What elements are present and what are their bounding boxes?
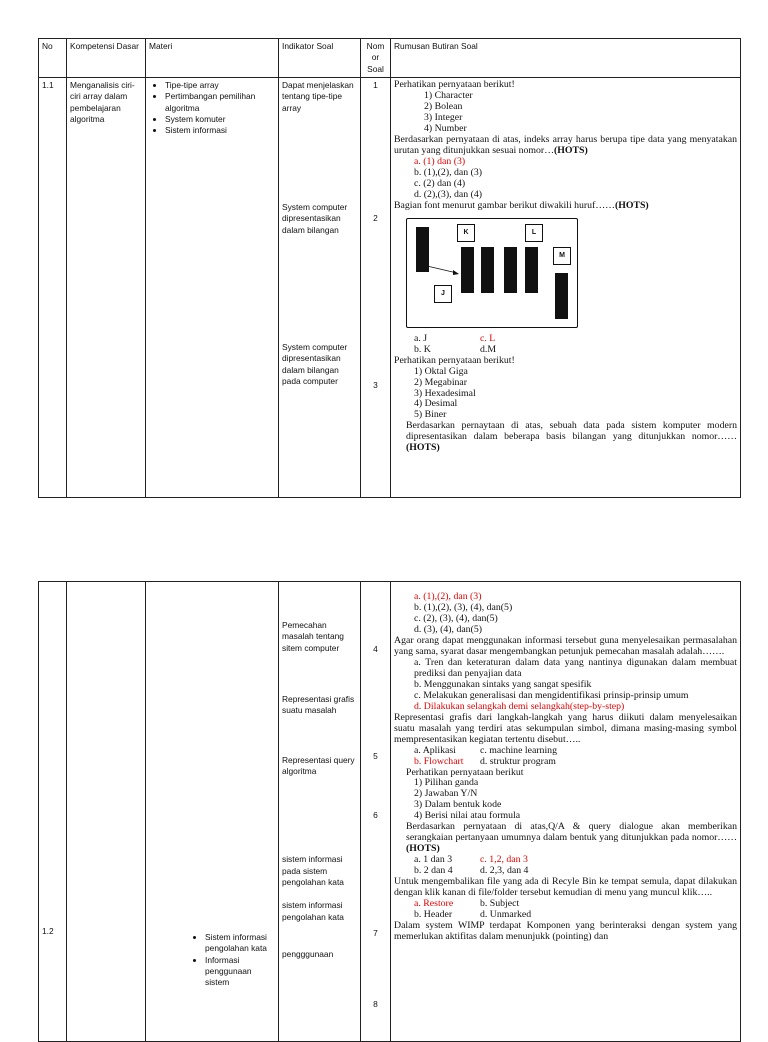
q3-option-d: d. (3), (4), dan(5) [414,623,483,635]
header-nomor: Nom or Soal [361,39,391,78]
font-figure [406,218,578,328]
q3-options [394,592,737,636]
row-nomor [361,582,391,1042]
q3-option-a-answer: a. (1),(2), dan (3) [414,591,482,602]
nomor-8: 8 [373,999,378,1010]
list-item: 4) Berisi nilai atau formula [414,810,521,822]
row-no [39,582,67,1042]
nomor-1: 1 [373,80,378,91]
q5-option-c: c. machine learning [480,744,557,756]
list-item: 2) Jawaban Y/N [414,788,478,800]
list-item: • Tipe-tipe array [165,80,275,91]
row-kompetensi: Menganalisis ciri-ciri array dalam pembelajaran algoritma [67,78,146,498]
figure-label-k: K [457,224,475,242]
q5-option-d: d. struktur program [480,755,556,767]
figure-label-l: L [525,224,543,242]
nomor-6: 6 [373,809,378,820]
list-item: 3) Hexadesimal [414,387,476,399]
list-item: 3) Integer [424,111,463,123]
nomor-7: 7 [373,928,378,939]
q2-stem: Bagian font menurut gambar berikut diwakili huruf……(HOTS) [394,199,649,211]
q6-stem: Berdasarkan pernyataan di atas,Q/A & query dialogue akan memberikan serangkaian pertanyaan umumnya dalam bentuk yang ditunjukkan pada nomor……(HOTS) [406,821,737,855]
q2-option-c-answer: c. L [480,332,496,344]
figure-label-m: M [553,247,571,265]
indikator-6: Representasi query algoritma [282,754,355,777]
q4-option-b: b. Menggunakan sintaks yang sangat spesifik [414,678,592,690]
q7-option-d: d. Unmarked [480,909,532,921]
nomor-3: 3 [373,379,378,390]
q1-options [394,157,737,201]
indikator-2: System computer dipresentasikan dalam bilangan [282,202,348,235]
q6-option-a: a. 1 dan 3 [414,854,453,866]
q8-stem: Dalam system WIMP terdapat Komponen yang berinteraksi dengan system yang memerlukan aktifitas dalam menunjukk (pointing) dan [394,920,737,943]
q2-option-d: d.M [480,343,497,355]
figure-bar [555,273,568,319]
q1-option-b: b. (1),(2), dan (3) [414,166,483,178]
row-no-value: 1.2 [42,926,54,936]
row-materi [146,582,279,1042]
q3-option-b: b. (1),(2), (3), (4), dan(5) [414,601,513,613]
figure-bar [481,247,494,293]
row-rumusan [391,582,741,1042]
list-item: • System komuter [165,114,275,125]
indikator-4: Pemecahan masalah tentang sitem computer [282,620,344,653]
table-row [39,78,741,498]
q7-option-b: b. Header [414,909,453,921]
hots-tag: (HOTS) [614,199,649,211]
list-item: 1) Pilihan ganda [414,777,479,789]
q1-stem: Berdasarkan pernyataan di atas, indeks array harus berupa tipe data yang menyatakan urutan yang ditunjukkan sesuai nomor…(HOTS) [394,133,737,156]
list-item: • Sistem informasi [165,125,275,136]
row-no: 1.1 [39,78,67,498]
q5-stem: Representasi grafis dari langkah-langkah yang harus diikuti dalam menyelesaikan suatu masalah yang terdiri atas sekumpulan simbol, dimana masing-masing symbol mempresentasikan kegiatan tertentu disebut….. [394,711,737,745]
question-table-1 [38,38,741,498]
q1-list [394,91,737,135]
list-item: 1) Character [424,90,473,101]
hots-tag: (HOTS) [554,144,588,156]
list-item: 2) Megabinar [414,376,468,388]
list-item: 5) Biner [414,409,447,421]
figure-bar [525,247,538,293]
q6-option-d: d. 2,3, dan 4 [480,865,529,877]
hots-tag: (HOTS) [406,843,440,855]
q1-option-a-answer: a. (1) dan (3) [414,155,466,167]
list-item: 4) Number [424,122,467,134]
q3-option-c: c. (2), (3), (4), dan(5) [414,612,498,624]
row-indikator [279,582,361,1042]
q4-stem: Agar orang dapat menggunakan informasi tersebut guna menyelesaikan permasalahan yang sama, syarat dasar mengembangkan petunjuk pemecahan masalah adalah……. [394,634,737,657]
q7-option-c: b. Subject [480,898,520,910]
nomor-2: 2 [373,213,378,224]
q4-options [394,658,737,713]
list-item: • Sistem informasi pengolahan kata [205,932,275,955]
indikator-1: Dapat menjelaskan tentang tipe-tipe array [282,80,354,113]
q4-option-d-answer: d. Dilakukan selangkah demi selangkah(step-by-step) [414,700,625,712]
q6-intro: Perhatikan pernyataan berikut [406,766,524,778]
table-row [39,582,741,1042]
q6-option-b: b. 2 dan 4 [414,865,453,877]
header-materi: Materi [146,39,279,78]
header-rumusan: Rumusan Butiran Soal [391,39,741,78]
hots-tag: (HOTS) [406,442,440,454]
indikator-5: Representasi grafis suatu masalah [282,694,355,716]
q7-option-a-answer: a. Restore [414,898,454,910]
q6-options [394,855,737,877]
row-rumusan [391,78,741,498]
q3-stem: Berdasarkan pernaytaan di atas, sebuah data pada sistem komputer modern dipresentasikan dalam beberapa basis bilangan yang ditunjukkan nomor…… (HOTS) [406,420,737,454]
q2-option-b: b. K [414,343,431,355]
q7-stem: Untuk mengembalikan file yang ada di Recyle Bin ke tempat semula, dapat dilakukan dengan klik kanan di file/folder tersebut kemudian di menu yang muncul klik….. [394,876,737,899]
table-header-row [39,39,741,78]
q2-options [394,334,737,356]
q1-option-c: c. (2) dan (4) [414,177,466,189]
q5-option-a: a. Aplikasi [414,744,456,756]
list-item: • Pertimbangan pemilihan algoritma [165,91,275,114]
q3-list [394,367,737,422]
q4-option-c: c. Melakukan generalisasi dan mengidentifikasi prinsip-prinsip umum [414,689,689,701]
header-kompetensi: Kompetensi Dasar [67,39,146,78]
row-nomor [361,78,391,498]
figure-bar [504,247,517,293]
q4-option-a: a. Tren dan keteraturan dalam data yang nantinya digunakan dalam membuat prediksi dan penyajian data [414,656,737,679]
figure-arrow [425,263,461,277]
q5-option-b-answer: b. Flowchart [414,755,464,767]
q1-option-d: d. (2),(3), dan (4) [414,188,483,200]
header-indikator: Indikator Soal [279,39,361,78]
row-indikator [279,78,361,498]
q3-intro: Perhatikan pernyataan berikut! [394,354,515,366]
indikator-8: sistem informasi pengolahan kata [282,900,344,922]
nomor-4: 4 [373,644,378,654]
q6-option-c-answer: c. 1,2, dan 3 [480,854,528,866]
list-item: 2) Bolean [424,100,463,112]
q5-options [394,746,737,768]
list-item: 4) Desimal [414,398,458,410]
indikator-9: pengggunaan [282,949,334,960]
q2-option-a: a. J [414,332,428,344]
q6-list [394,778,737,822]
q1-intro: Perhatikan pernyataan berikut! [394,79,515,91]
list-item: 1) Oktal Giga [414,365,468,377]
list-item: • Informasi penggunaan sistem [205,955,275,989]
row-kompetensi [67,582,146,1042]
indikator-3: System computer dipresentasikan dalam bilangan pada computer [282,342,348,387]
nomor-5: 5 [373,751,378,762]
header-no: No [39,39,67,78]
figure-bar [461,247,474,293]
figure-label-j: J [434,285,452,303]
q7-options [394,899,737,921]
row-materi [146,78,279,498]
list-item: 3) Dalam bentuk kode [414,799,502,811]
indikator-7: sistem informasi pada sistem pengolahan kata [282,854,344,888]
question-table-2 [38,581,741,1042]
